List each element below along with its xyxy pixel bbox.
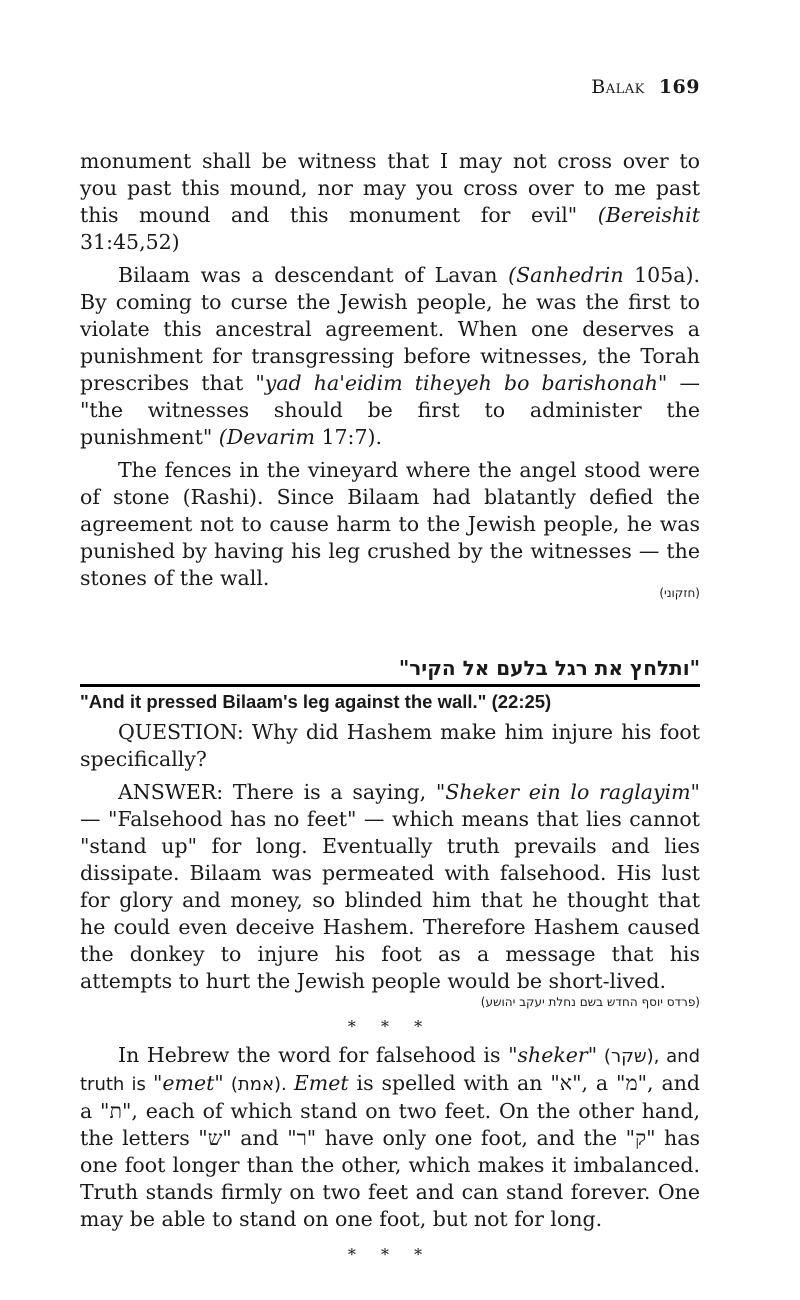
paragraph-2: Bilaam was a descendant of Lavan (Sanhedrin 105a). By coming to curse the Jewish people, he was the first to violate this ancestral agreement. When one deserves a punishment for transgressing before witnesses, the Torah prescribes that "yad ha'eidim tiheyeh bo barishonah" — "the witnesses should be first to administer the punishment" (Devarim 17:7). <box>80 263 700 449</box>
paragraph-3: The fences in the vineyard where the angel stood were of stone (Rashi). Since Bilaam had blatantly defied the agreement not to cause harm to the Jewish people, he was punished by having his leg crushed by the witnesses — the stones of the wall. <box>80 458 700 590</box>
paragraph-5: In Hebrew the word for falsehood is "sheker" (שקר), and truth is "emet" (אמת). Emet is spelled with an "א", a "מ", and a "ת", each of which stand on two feet. On the other hand, the letters "ש" and "ר" have only one foot, and the "ק" has one foot longer than the other, which makes it imbalanced. Truth stands firmly on two feet and can stand forever. One may be able to stand on one foot, but not for long. <box>80 1043 701 1231</box>
paragraph-1: monument shall be witness that I may not cross over to you past this mound, nor may you cross over to me past this mound and this monument for evil" (Bereishit 31:45,52) <box>80 149 700 254</box>
section-separator: * * * <box>347 1017 433 1036</box>
body-text <box>80 148 700 1270</box>
question-paragraph: QUESTION: Why did Hashem make him injure his foot specifically? <box>80 720 700 771</box>
hebrew-heading: "ותלחץ את רגל בלעם אל הקיר" <box>80 656 700 687</box>
chapter-title: Balak <box>591 76 645 98</box>
source-citation-2: (פרדס יוסף החדש בשם נחלת יעקב יהושע) <box>480 995 700 1009</box>
answer-paragraph: ANSWER: There is a saying, "Sheker ein lo raglayim" — "Falsehood has no feet" — which means that lies cannot "stand up" for long. Eventually truth prevails and lies dissipate. Bilaam was permeated with falsehood. His lust for glory and money, so blinded him that he thought that he could even deceive Hashem. Therefore Hashem caused the donkey to injure his foot as a message that his attempts to hurt the Jewish people would be short-lived. <box>80 780 700 993</box>
section-separator-2: * * * <box>347 1245 433 1264</box>
english-heading: "And it pressed Bilaam's leg against the wall." (22:25) <box>80 691 552 712</box>
page-number: 169 <box>658 76 700 98</box>
running-header <box>591 76 700 98</box>
source-citation: (חזקוני) <box>659 586 700 600</box>
